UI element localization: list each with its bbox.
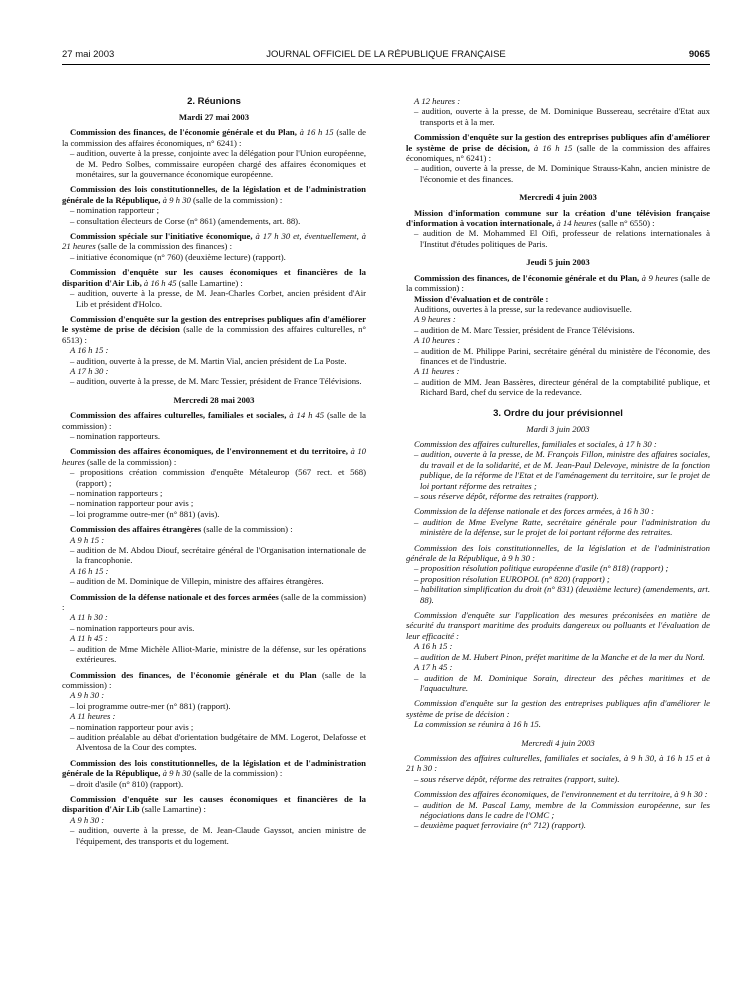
entry: Commission des lois constitutionnelles, de la législation et de l'administration générale de la République, à 9 h 30 : [406,542,710,564]
day-heading: Mercredi 4 juin 2003 [521,737,595,748]
agenda-item: – audition de M. Dominique de Villepin, ministre des affaires étrangères. [70,576,324,587]
time-slot: A 11 h 45 : [70,633,108,644]
agenda-item: – nomination rapporteur pour avis ; [70,498,194,509]
right-column [406,96,710,831]
day-heading: Mercredi 28 mai 2003 [173,394,255,405]
sub-heading: Mission d'évaluation et de contrôle : [414,293,549,304]
entry: Commission des affaires économiques, de l'environnement et du territoire, à 9 h 30 : [414,789,708,800]
entry: Commission des affaires étrangères (salle de la commission) : [70,524,293,535]
time-slot: A 16 h 15 : [414,641,453,652]
section-title-ordre-du-jour: 3. Ordre du jour prévisionnel [493,407,623,419]
header-page-number: 9065 [688,49,710,60]
agenda-item: – loi programme outre-mer (n° 881) (avis). [70,508,220,519]
time-slot: A 12 heures : [414,96,461,106]
agenda-item: – deuxième paquet ferroviaire (n° 712) (rapport). [414,820,586,831]
time-slot: A 11 heures : [414,366,460,377]
agenda-item: – habilitation simplification du droit (n° 831) (deuxième lecture) (amendements, art. 88). [414,584,710,605]
agenda-item: – audition, ouverte à la presse, de M. Marc Tessier, président de France Télévisions. [70,376,362,387]
agenda-item: – proposition résolution politique européenne d'asile (n° 818) (rapport) ; [414,563,669,574]
agenda-item: – loi programme outre-mer (n° 881) (rapport). [70,700,231,711]
agenda-item: – audition préalable au débat d'orientation budgétaire de MM. Logerot, Delafosse et Alventosa de la Cour des comptes. [70,731,366,753]
agenda-item: – audition de Mme Evelyne Ratte, secrétaire générale pour l'administration du ministère de la défense, sur le projet de loi portant réforme des retraites. [414,516,710,538]
entry: Commission d'enquête sur les causes économiques et financières de la disparition d'Air Lib (salle Lamartine) : [62,793,366,815]
day-heading: Jeudi 5 juin 2003 [526,257,590,268]
entry: Commission des finances, de l'économie générale et du Plan (salle de la commission) : [62,669,366,690]
entry: Mission d'information commune sur la création d'une télévision française d'information à vocation internationale, à 14 heures (salle n° 6550) : [406,207,710,229]
page-header [62,50,710,64]
agenda-item: – initiative économique (n° 760) (deuxième lecture) (rapport). [70,251,286,262]
agenda-item: – audition de M. Philippe Parini, secrétaire général du ministère de l'économie, des finances et de l'industrie. [414,345,710,366]
agenda-item: – audition, ouverte à la presse, de M. Dominique Bussereau, secrétaire d'Etat aux transports et à la mer. [414,106,710,127]
agenda-item: – audition de M. Abdou Diouf, secrétaire général de l'Organisation internationale de la francophonie. [70,545,366,566]
agenda-item: – nomination rapporteur pour avis ; [70,721,194,732]
header-rule [62,64,710,65]
day-heading: Mardi 27 mai 2003 [178,112,250,122]
agenda-item: – audition de Mme Michèle Alliot-Marie, ministre de la défense, sur les opérations extérieures. [70,643,366,665]
agenda-item: – audition de MM. Jean Bassères, directeur général de la comptabilité publique, et Richard Bard, chef du service de la redevance. [414,376,710,398]
entry: Commission des affaires culturelles, familiales et sociales, à 14 h 45 (salle de la commission) : [62,410,367,431]
entry: Commission des lois constitutionnelles, de la législation et de l'administration générale de la République, à 9 h 30 (salle de la commission) : [62,757,366,779]
agenda-item: – sous réserve dépôt, réforme des retraites (rapport, suite). [414,773,620,784]
entry: Commission de la défense nationale et des forces armées, à 16 h 30 : [414,506,654,517]
entry: Commission d'enquête sur l'application des mesures préconisées en matière de sécurité du transport maritime des produits dangereux ou polluants et l'évaluation de leur efficacité : [406,610,710,641]
entry: Commission d'enquête sur les causes économiques et financières de la disparition d'Air Lib, à 16 h 45 (salle Lamartine) : [62,267,366,288]
agenda-item: – audition, ouverte à la presse, de M. Jean-Claude Gayssot, ancien ministre de l'équipement, des transports et du logement. [70,825,366,846]
agenda-item: – audition de M. Hubert Pinon, préfet maritime de la Manche et de la mer du Nord. [414,651,705,662]
entry: Commission d'enquête sur la gestion des entreprises publiques afin d'améliorer le système de prise de décision : [406,698,710,719]
time-slot: A 10 heures : [414,335,461,346]
day-heading: Mardi 3 juin 2003 [526,423,590,434]
time-slot: A 11 h 30 : [70,612,108,623]
agenda-item: – consultation électeurs de Corse (n° 861) (amendements, art. 88). [70,215,301,226]
agenda-item: – droit d'asile (n° 810) (rapport). [70,778,184,789]
entry: Commission des finances, de l'économie générale et du Plan, à 9 heures (salle de la commission) : [406,272,711,294]
agenda-item: – sous réserve dépôt, réforme des retraites (rapport). [414,491,599,501]
header-date: 27 mai 2003 [62,49,115,60]
time-slot: A 9 h 30 : [70,690,105,701]
agenda-item: – nomination rapporteurs pour avis. [70,622,195,633]
entry: Commission d'enquête sur la gestion des entreprises publiques afin d'améliorer le système de prise de décision (salle de la commission des affaires culturelles, n° 6513) : [62,313,367,345]
time-slot: A 16 h 15 : [70,345,109,356]
agenda-item: – nomination rapporteur ; [70,205,160,216]
agenda-item: – nomination rapporteurs ; [70,488,163,498]
paragraph: La commission se réunira à 16 h 15. [414,719,541,730]
entry: Commission des finances, de l'économie générale et du Plan, à 16 h 15 (salle de la commission des affaires économiques, n° 6241) : [62,127,367,148]
time-slot: A 17 h 45 : [414,662,453,673]
agenda-item: – proposition résolution EUROPOL (n° 820) (rapport) ; [414,573,610,584]
agenda-item: – audition, ouverte à la presse, conjointe avec la délégation pour l'Union européenne, de M. Pedro Solbes, commissaire européen chargé des affaires économiques et monétaires, sur la gouvernance économique européenne. [70,148,366,180]
day-heading: Mercredi 4 juin 2003 [519,192,597,203]
entry: Commission spéciale sur l'initiative économique, à 17 h 30 et, éventuellement, à 21 heures (salle de la commission des finances) : [62,231,366,252]
agenda-item: – audition de M. Dominique Sorain, directeur des pêches maritimes et de l'aquaculture. [414,672,710,693]
entry: Commission des lois constitutionnelles, de la législation et de l'administration générale de la République, à 9 h 30 (salle de la commission) : [62,184,366,205]
time-slot: A 11 heures : [70,711,116,722]
time-slot: A 9 h 15 : [70,534,105,545]
left-column [62,96,366,846]
time-slot: A 9 heures : [414,314,456,325]
agenda-item: – propositions création commission d'enquête Métaleurop (567 rect. et 568) (rapport) ; [70,467,366,488]
paragraph: Auditions, ouvertes à la presse, sur la redevance audiovisuelle. [414,303,632,314]
agenda-item: – audition, ouverte à la presse, de M. Martin Vial, ancien président de La Poste. [70,355,347,366]
entry: Commission de la défense nationale et des forces armées (salle de la commission) : [62,591,366,613]
time-slot: A 17 h 30 : [70,365,109,376]
time-slot: A 16 h 15 : [70,565,109,576]
agenda-item: – audition de M. Mohammed El Oifi, professeur de relations internationales à l'Institut d'études politiques de Paris. [414,228,710,249]
header-title: JOURNAL OFFICIEL DE LA RÉPUBLIQUE FRANÇAISE [266,49,506,60]
entry: Commission des affaires économiques, de l'environnement et du territoire, à 10 heures (salle de la commission) : [62,446,367,467]
entry: Commission des affaires culturelles, familiales et sociales, à 17 h 30 : [414,438,657,449]
agenda-item: – audition, ouverte à la presse, de M. François Fillon, ministre des affaires sociales, du travail et de la solidarité, et de M. Jean-Paul Delevoye, ministre de la fonction publique, de la réforme de l'Etat et de l'aménagement du territoire, sur le projet de loi portant réforme des retraites ; [414,449,710,491]
agenda-item: – audition de M. Marc Tessier, président de France Télévisions. [414,324,635,335]
section-title-reunions: 2. Réunions [187,96,241,107]
agenda-item: – nomination rapporteurs. [70,430,160,441]
entry: Commission des affaires culturelles, familiales et sociales, à 9 h 30, à 16 h 15 et à 21 h 30 : [406,752,710,774]
agenda-item: – audition de M. Pascal Lamy, membre de la Commission européenne, sur les négociations dans le cadre de l'OMC ; [414,799,710,820]
agenda-item: – audition, ouverte à la presse, de M. Dominique Strauss-Kahn, ancien ministre de l'économie et des finances. [414,163,710,184]
agenda-item: – audition, ouverte à la presse, de M. Jean-Charles Corbet, ancien président d'Air Lib et président d'Holco. [70,288,366,309]
time-slot: A 9 h 30 : [70,814,105,825]
entry: Commission d'enquête sur la gestion des entreprises publiques afin d'améliorer le système de prise de décision, à 16 h 15 (salle de la commission des affaires économiques, n° 6241) : [406,132,711,164]
